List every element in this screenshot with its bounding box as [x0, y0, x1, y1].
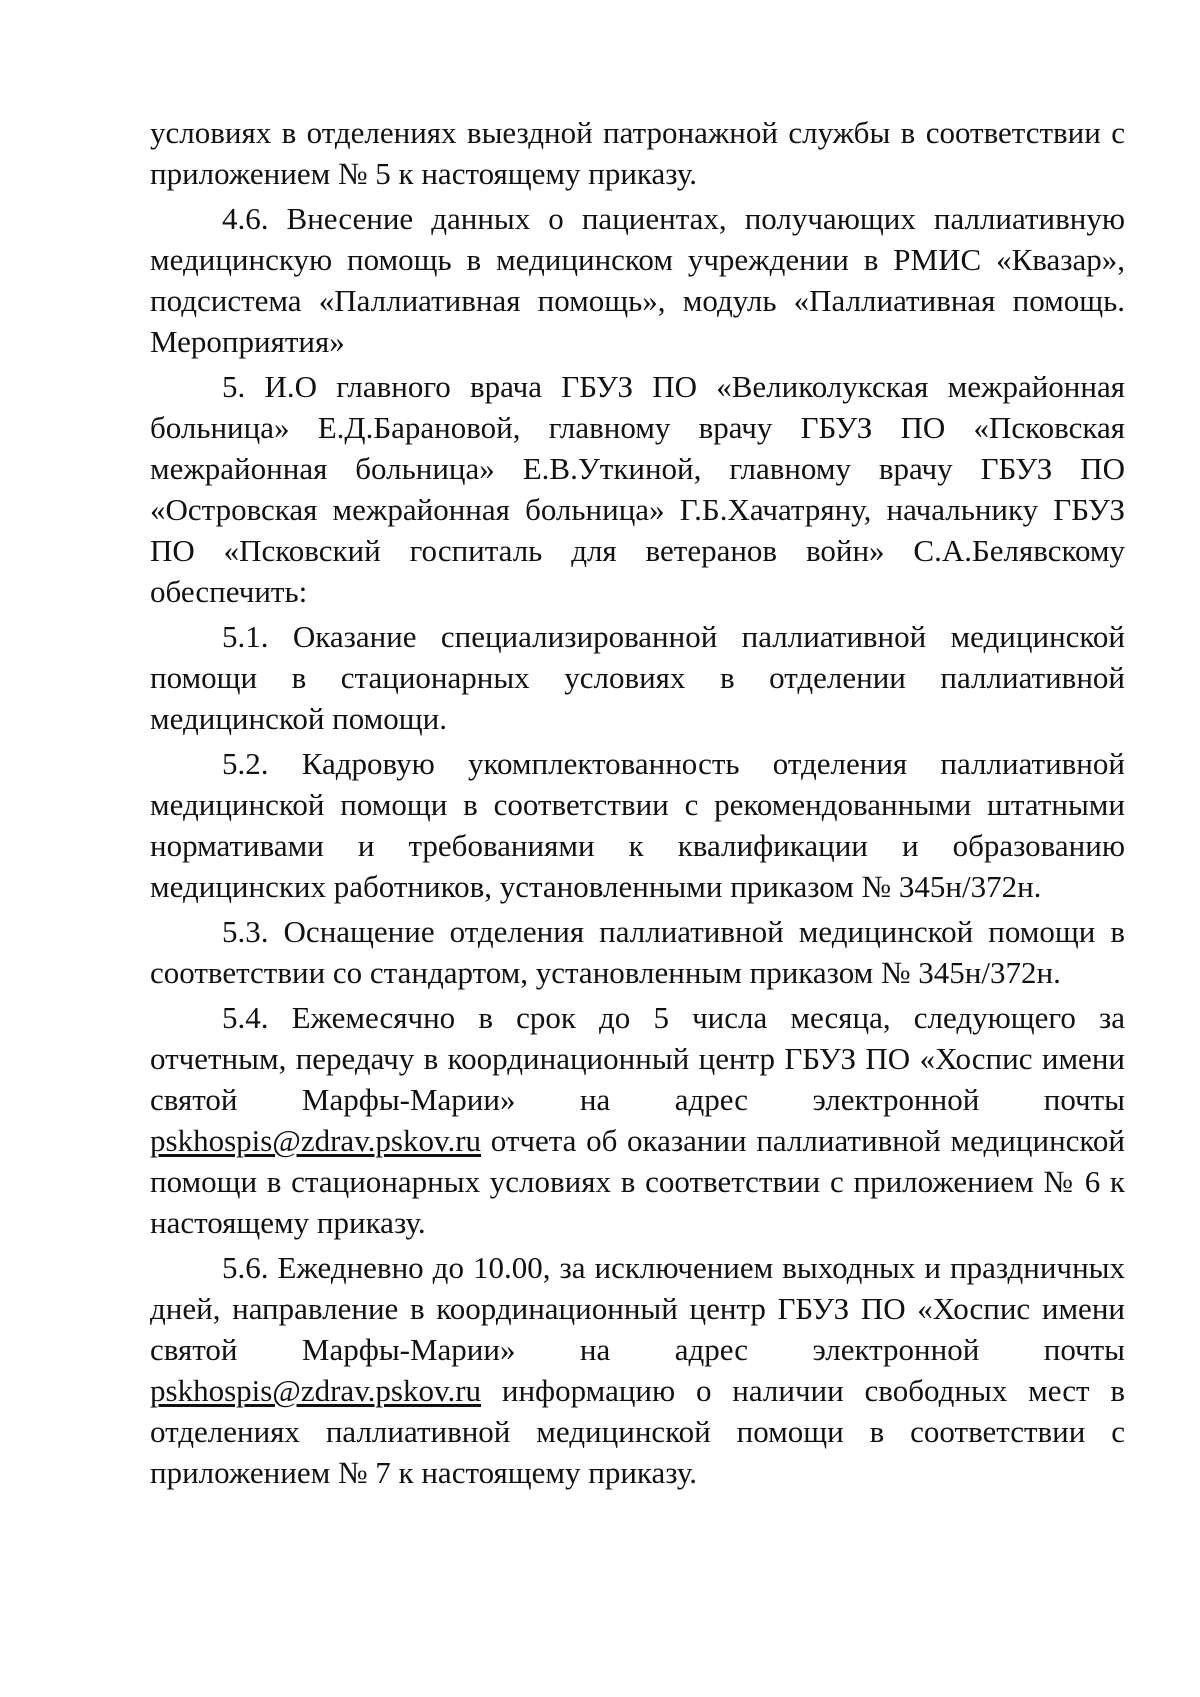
paragraph-5-6-text-start: 5.6. Ежедневно до 10.00, за исключением выходных и праздничных дней, направление в координационный центр ГБУЗ ПО «Хоспис имени святой Марфы-Марии» на адрес электронной почты	[150, 1250, 1125, 1367]
email-link[interactable]: pskhospis@zdrav.pskov.ru	[150, 1123, 482, 1158]
paragraph-5-6-text-end: информацию о наличии свободных мест в отделениях паллиативной медицинской помощи в соответствии с приложением № 7 к настоящему приказу.	[150, 1373, 1125, 1490]
paragraph-5-4	[150, 997, 1125, 1243]
paragraph-5-1: 5.1. Оказание специализированной паллиативной медицинской помощи в стационарных условиях в отделении паллиативной медицинской помощи.	[150, 619, 1125, 736]
paragraph-5-6	[150, 1247, 1125, 1493]
paragraph-4-6: 4.6. Внесение данных о пациентах, получающих паллиативную медицинскую помощь в медицинском учреждении в РМИС «Квазар», подсистема «Паллиативная помощь», модуль «Паллиативная помощь. Мероприятия»	[150, 201, 1125, 359]
paragraph-5-3: 5.3. Оснащение отделения паллиативной медицинской помощи в соответствии со стандартом, установленным приказом № 345н/372н.	[150, 914, 1125, 990]
paragraph-5-4-text-start: 5.4. Ежемесячно в срок до 5 числа месяца, следующего за отчетным, передачу в координационный центр ГБУЗ ПО «Хоспис имени святой Марфы-Марии» на адрес электронной почты	[150, 1000, 1125, 1117]
paragraph-5-4-text-end: отчета об оказании паллиативной медицинской помощи в стационарных условиях в соответствии с приложением № 6 к настоящему приказу.	[150, 1123, 1125, 1240]
paragraph-5-2: 5.2. Кадровую укомплектованность отделения паллиативной медицинской помощи в соответствии с рекомендованными штатными нормативами и требованиями к квалификации и образованию медицинских работников, установленными приказом № 345н/372н.	[150, 746, 1125, 904]
paragraph-5: 5. И.О главного врача ГБУЗ ПО «Великолукская межрайонная больница» Е.Д.Барановой, главному врачу ГБУЗ ПО «Псковская межрайонная больница» Е.В.Уткиной, главному врачу ГБУЗ ПО «Островская межрайонная больница» Г.Б.Хачатряну, начальнику ГБУЗ ПО «Псковский госпиталь для ветеранов войн» С.А.Белявскому обеспечить:	[150, 369, 1125, 609]
email-link[interactable]: pskhospis@zdrav.pskov.ru	[150, 1373, 482, 1408]
document-page	[150, 112, 1125, 1493]
paragraph-continuation: условиях в отделениях выездной патронажной службы в соответствии с приложением № 5 к настоящему приказу.	[150, 115, 1125, 191]
